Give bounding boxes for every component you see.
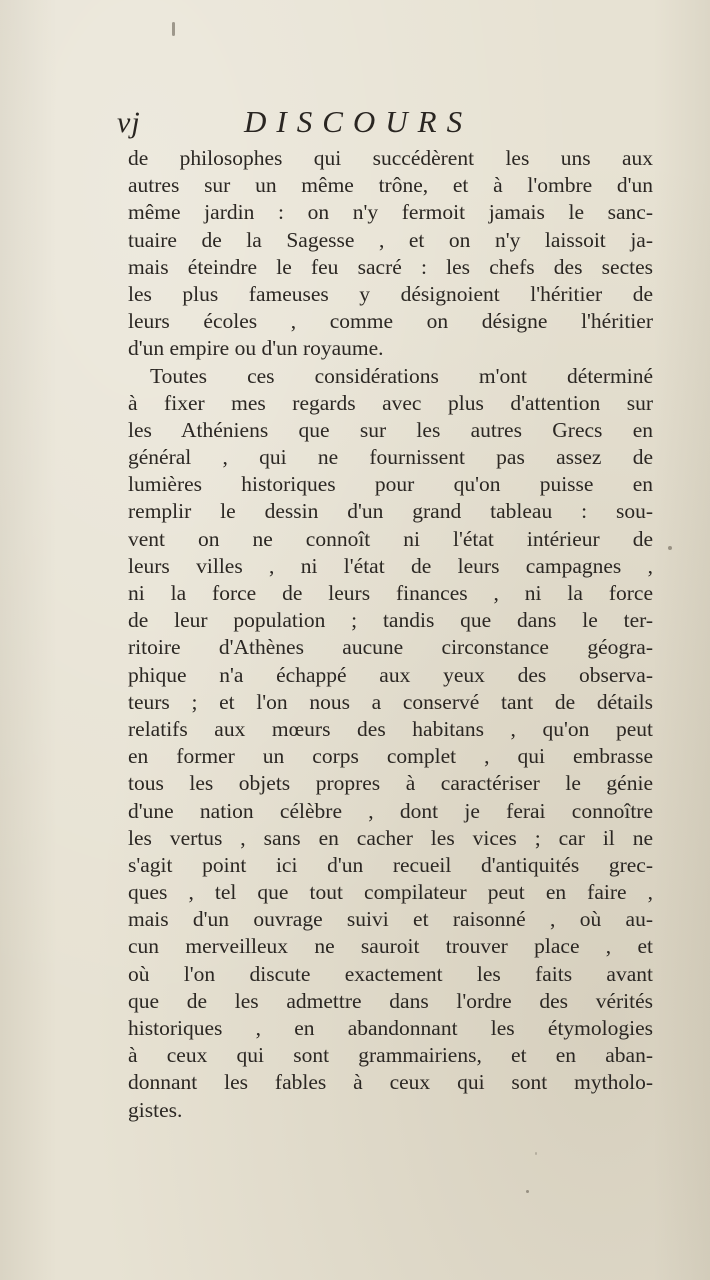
body-text — [128, 145, 653, 1124]
text-line: les Athéniens que sur les autres Grecs en — [128, 417, 653, 442]
text-line: teurs ; et l'on nous a conservé tant de détails — [128, 689, 653, 714]
text-line: ni la force de leurs finances , ni la force — [128, 581, 653, 605]
text-line: remplir le dessin d'un grand tableau : sou- — [128, 499, 653, 524]
text-line: les plus fameuses y désignoient l'héritier de — [128, 281, 653, 306]
text-line: leurs écoles , comme on désigne l'héritier — [128, 309, 653, 334]
running-head: DISCOURS — [244, 104, 473, 139]
text-line: à fixer mes regards avec plus d'attention sur — [128, 390, 653, 415]
text-line: tuaire de la Sagesse , et on n'y laissoit ja- — [128, 227, 653, 252]
text-line: ques , tel que tout compilateur peut en faire , — [128, 880, 653, 905]
text-line: d'une nation célèbre , dont je ferai connoître — [128, 798, 653, 823]
text-line: historiques , en abandonnant les étymologies — [128, 1016, 653, 1040]
text-line: ritoire d'Athènes aucune circonstance géogra- — [128, 635, 653, 660]
text-line: donnant les fables à ceux qui sont mytholo- — [128, 1070, 653, 1095]
text-line: lumières historiques pour qu'on puisse en — [128, 472, 653, 497]
text-line: en former un corps complet , qui embrasse — [128, 744, 653, 769]
text-line: même jardin : on n'y fermoit jamais le sanc- — [128, 200, 653, 225]
paper-speck — [172, 22, 175, 36]
text-line: phique n'a échappé aux yeux des observa- — [128, 662, 653, 687]
paper-speck — [668, 546, 672, 550]
text-line: les vertus , sans en cacher les vices ; car il ne — [128, 825, 653, 850]
text-line: tous les objets propres à caractériser le génie — [128, 771, 653, 796]
text-line: s'agit point ici d'un recueil d'antiquités grec- — [128, 852, 653, 877]
paragraph-start-line: Toutes ces considérations m'ont déterminé — [150, 363, 653, 388]
text-line: vent on ne connoît ni l'état intérieur de — [128, 526, 653, 551]
paper-speck — [535, 1152, 537, 1155]
text-line: cun merveilleux ne sauroit trouver place , et — [128, 934, 653, 959]
text-line: où l'on discute exactement les faits avant — [128, 961, 653, 986]
text-line: à ceux qui sont grammairiens, et en aban- — [128, 1043, 653, 1068]
text-line: de philosophes qui succédèrent les uns aux — [128, 146, 653, 170]
text-line: autres sur un même trône, et à l'ombre d'un — [128, 173, 653, 198]
text-line: général , qui ne fournissent pas assez de — [128, 445, 653, 470]
text-line: mais d'un ouvrage suivi et raisonné , où au- — [128, 907, 653, 932]
text-line: gistes. — [128, 1097, 183, 1122]
text-line: de leur population ; tandis que dans le ter- — [128, 608, 653, 633]
text-line: mais éteindre le feu sacré : les chefs des sectes — [128, 254, 653, 279]
paper-speck — [526, 1190, 529, 1193]
text-line: relatifs aux mœurs des habitans , qu'on peut — [128, 716, 653, 741]
page-number: vj — [117, 106, 141, 139]
text-line: leurs villes , ni l'état de leurs campagnes , — [128, 553, 653, 578]
text-line: d'un empire ou d'un royaume. — [128, 336, 384, 361]
text-line: que de les admettre dans l'ordre des vérités — [128, 988, 653, 1013]
